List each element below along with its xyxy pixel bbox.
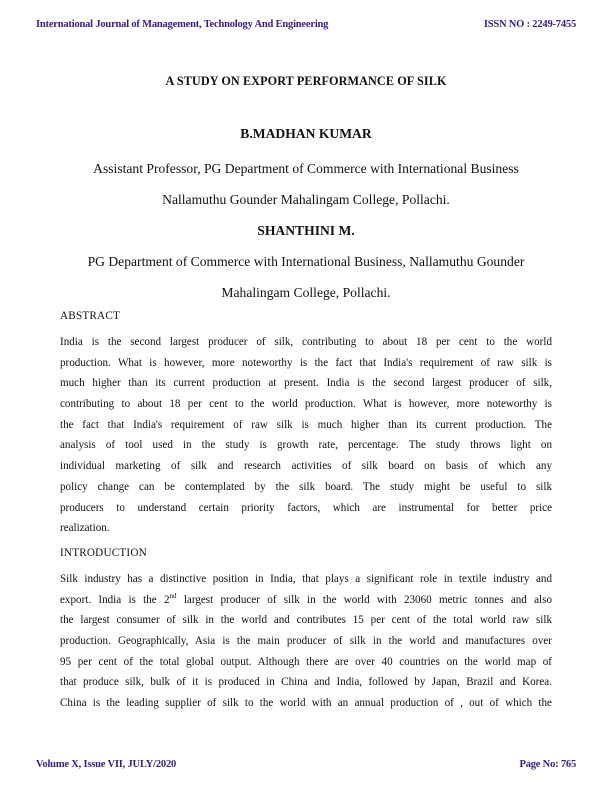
page-number: Page No: 765: [519, 759, 576, 770]
introduction-line: Silk industry has a distinctive position in India, that plays a significant role in textile industry and: [60, 573, 552, 585]
abstract-line: realization.: [60, 522, 110, 535]
author-name-1: B.MADHAN KUMAR: [240, 126, 372, 141]
abstract-paragraph: [60, 332, 552, 539]
abstract-line: much higher than its current production at present. India is the second largest producer of silk,: [60, 377, 552, 390]
abstract-line: producers to understand certain priority factors, which are instrumental for better price: [60, 501, 552, 514]
abstract-line: contributing to about 18 per cent to the world production. What is however, more noteworthy is: [60, 398, 552, 411]
author-affiliation-1-line-2: Nallamuthu Gounder Mahalingam College, Pollachi.: [162, 192, 450, 207]
abstract-line: production. What is however, more noteworthy is the fact that India's requirement of raw silk is: [60, 356, 552, 369]
ordinal-superscript: nd: [169, 591, 177, 600]
abstract-line: analysis of tool used in the study is growth rate, percentage. The study throws light on: [60, 439, 552, 452]
volume-issue: Volume X, Issue VII, JULY/2020: [36, 759, 177, 770]
introduction-line-with-superscript: [60, 590, 552, 611]
introduction-line: that produce silk, bulk of it is produced in China and India, followed by Japan, Brazil and Korea.: [60, 676, 552, 689]
issn-number: ISSN NO : 2249-7455: [483, 19, 576, 30]
introduction-paragraph: [60, 569, 552, 714]
abstract-heading: ABSTRACT: [60, 310, 121, 322]
introduction-line: 95 per cent of the total global output. Although there are over 40 countries on the world map of: [60, 655, 552, 668]
intro-line2-end: largest producer of silk in the world with 23060 metric tonnes and also: [176, 593, 552, 606]
abstract-line: policy change can be contemplated by the silk board. The study might be useful to silk: [60, 480, 552, 493]
journal-name: International Journal of Management, Technology And Engineering: [36, 19, 329, 30]
introduction-line: production. Geographically, Asia is the main producer of silk in the world and manufactures over: [60, 635, 552, 648]
abstract-line: the fact that India's requirement of raw silk is much higher than its current production. The: [60, 418, 552, 431]
running-header: [36, 19, 576, 30]
author-name-2: SHANTHINI M.: [257, 223, 355, 238]
introduction-line: the largest consumer of silk in the world and contributes 15 per cent of the total world raw silk: [60, 614, 552, 627]
introduction-heading: INTRODUCTION: [60, 547, 147, 559]
author-affiliation-1-line-1: Assistant Professor, PG Department of Commerce with International Business: [93, 161, 519, 176]
intro-line2-start: export. India is the 2: [60, 593, 170, 606]
paper-title: A STUDY ON EXPORT PERFORMANCE OF SILK: [165, 74, 447, 88]
introduction-line: China is the leading supplier of silk to the world with an annual production of , out of which the: [60, 697, 552, 710]
running-footer: [36, 759, 576, 770]
author-affiliation-2-line-2: Mahalingam College, Pollachi.: [221, 285, 391, 300]
abstract-line: individual marketing of silk and research activities of silk board on basis of which any: [60, 460, 552, 473]
abstract-line: India is the second largest producer of silk, contributing to about 18 per cent to the world: [60, 336, 552, 348]
author-affiliation-2-line-1: PG Department of Commerce with International Business, Nallamuthu Gounder: [87, 254, 525, 269]
